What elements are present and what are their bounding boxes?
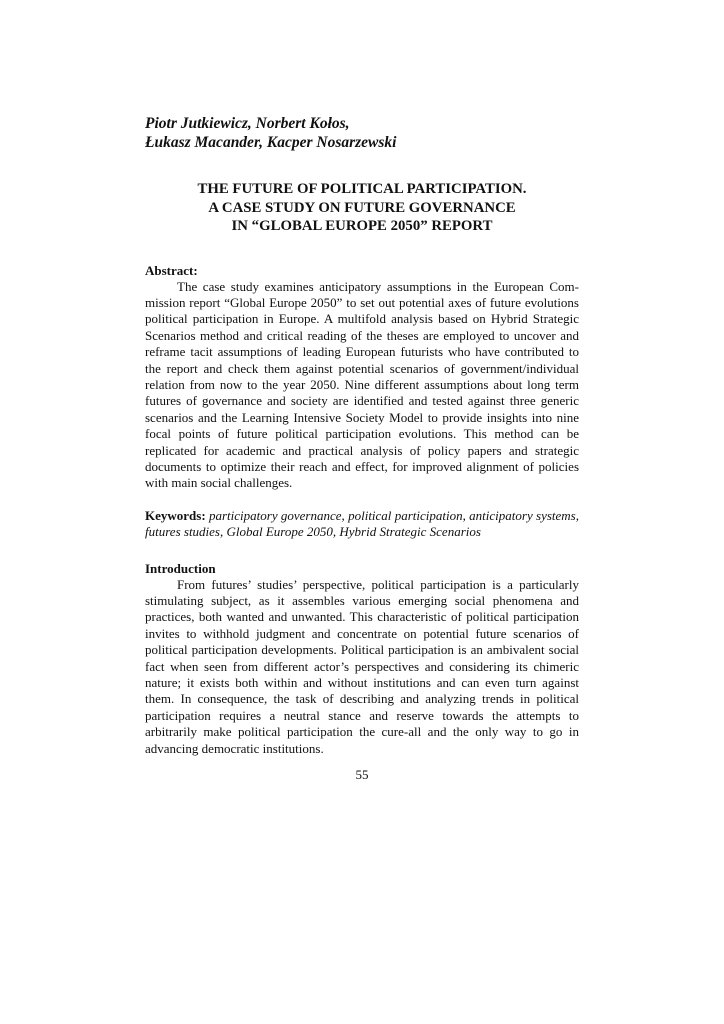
author-line-2: Łukasz Macander, Kacper Nosarzewski [145, 134, 397, 151]
page-number: 55 [355, 767, 369, 782]
introduction-heading: Introduction [145, 560, 216, 576]
title-line-3: IN “GLOBAL EUROPE 2050” REPORT [231, 218, 493, 234]
author-list [145, 114, 579, 152]
keywords-label: Keywords: [145, 507, 206, 523]
author-line-1: Piotr Jutkiewicz, Norbert Kołos, [145, 115, 350, 132]
keywords-block [145, 508, 579, 541]
title-line-2: A CASE STUDY ON FUTURE GOVERNANCE [208, 199, 516, 216]
article-title [145, 180, 579, 236]
article-page [145, 114, 579, 757]
abstract-heading: Abstract: [145, 262, 198, 278]
keywords-text: participatory governance, political participation, anticipatory systems, futures studies, Global Europe 2050, Hybrid Strategic Scenarios [145, 507, 579, 540]
abstract-text: The case study examines anticipatory assumptions in the European Commission report “Global Europe 2050” to set out potential axes of future evolutions political participation in Europe. A multifold analysis based on Hybrid Strategic Scenarios method and critical reading of the theses are employed to uncover and reframe tacit assumptions of leading European futurists who have contributed to the report and check them against potential scenarios of government/individual relation from now to the year 2050. Nine different assumptions about long term futures of governance and society are identified and tested against three generic scenarios and the Learning Intensive Society Model to provide insights into nine focal points of future political participation evolutions. This method can be replicated for academic and practical analysis of policy papers and strategic documents to optimize their reach and effect, for improved alignment of policies with main social challenges. [145, 278, 579, 491]
title-line-1: THE FUTURE OF POLITICAL PARTICIPATION. [197, 181, 527, 197]
introduction-text: From futures’ studies’ perspective, political participation is a particularly stimulating subject, as it assembles various emerging social phenomena and practices, both wanted and unwanted. This characteristic of political participation invites to withhold judgment and concentrate on potential future scenarios of political participation developments. Political participation is an ambivalent social fact when seen from different actor’s perspectives and considering its chimeric nature; it exists both within and without institutions and can even turn against them. In consequence, the task of describing and analyzing trends in political participation requires a neutral stance and reserve towards the attempts to arbitrarily make political participation the cure-all and the only way to go in advancing democratic institutions. [145, 576, 579, 756]
